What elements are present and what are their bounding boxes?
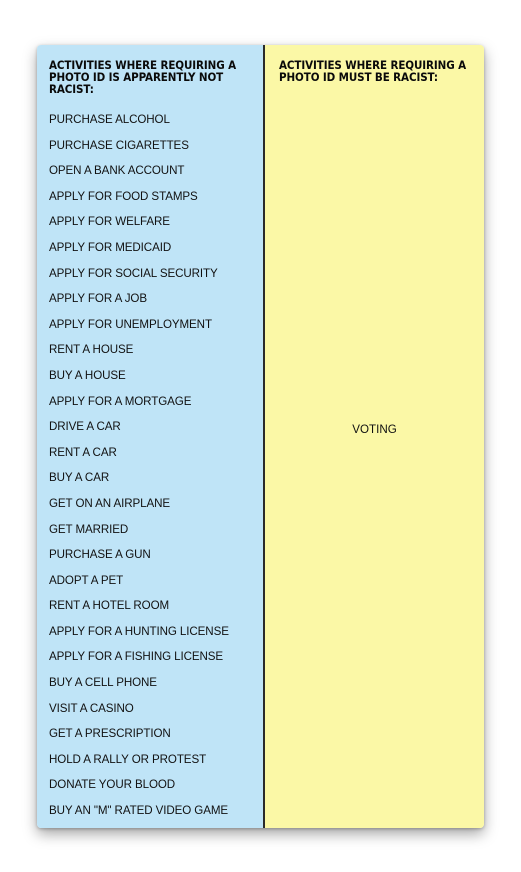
left-column-heading: ACTIVITIES WHERE REQUIRING A PHOTO ID IS APPARENTLY NOT RACIST:: [49, 58, 237, 96]
list-item: GET MARRIED: [49, 522, 129, 536]
list-item: APPLY FOR A HUNTING LICENSE: [49, 624, 229, 638]
voting-item: VOTING: [352, 423, 397, 436]
list-item: BUY A HOUSE: [49, 368, 126, 382]
list-item: APPLY FOR MEDICAID: [49, 240, 172, 254]
list-item: APPLY FOR A FISHING LICENSE: [49, 650, 224, 664]
list-item: GET ON AN AIRPLANE: [49, 496, 171, 510]
list-item: RENT A CAR: [49, 445, 117, 459]
list-item: APPLY FOR A MORTGAGE: [49, 394, 192, 408]
list-item: DONATE YOUR BLOOD: [49, 778, 176, 792]
list-item: BUY A CAR: [49, 471, 110, 485]
right-column-heading: ACTIVITIES WHERE REQUIRING A PHOTO ID MUST BE RACIST:: [279, 58, 467, 84]
list-item: GET A PRESCRIPTION: [49, 727, 171, 741]
list-item: APPLY FOR SOCIAL SECURITY: [49, 266, 218, 280]
list-item: VISIT A CASINO: [49, 701, 134, 715]
comparison-card: [37, 45, 484, 828]
list-item: OPEN A BANK ACCOUNT: [49, 164, 185, 178]
list-item: PURCHASE ALCOHOL: [49, 113, 170, 126]
list-item: BUY AN "M" RATED VIDEO GAME: [49, 804, 229, 818]
right-column: [265, 45, 484, 828]
list-item: APPLY FOR WELFARE: [49, 215, 170, 229]
list-item: HOLD A RALLY OR PROTEST: [49, 752, 207, 766]
left-column: [37, 45, 265, 828]
list-item: APPLY FOR UNEMPLOYMENT: [49, 317, 212, 331]
list-item: RENT A HOTEL ROOM: [49, 599, 170, 613]
list-item: PURCHASE A GUN: [49, 548, 151, 562]
list-item: PURCHASE CIGARETTES: [49, 138, 189, 152]
list-item: DRIVE A CAR: [49, 420, 121, 434]
list-item: ADOPT A PET: [49, 573, 124, 587]
list-item: BUY A CELL PHONE: [49, 676, 157, 690]
list-item: APPLY FOR A JOB: [49, 292, 147, 306]
left-activity-list: [49, 107, 255, 824]
list-item: RENT A HOUSE: [49, 343, 134, 357]
list-item: APPLY FOR FOOD STAMPS: [49, 189, 198, 203]
